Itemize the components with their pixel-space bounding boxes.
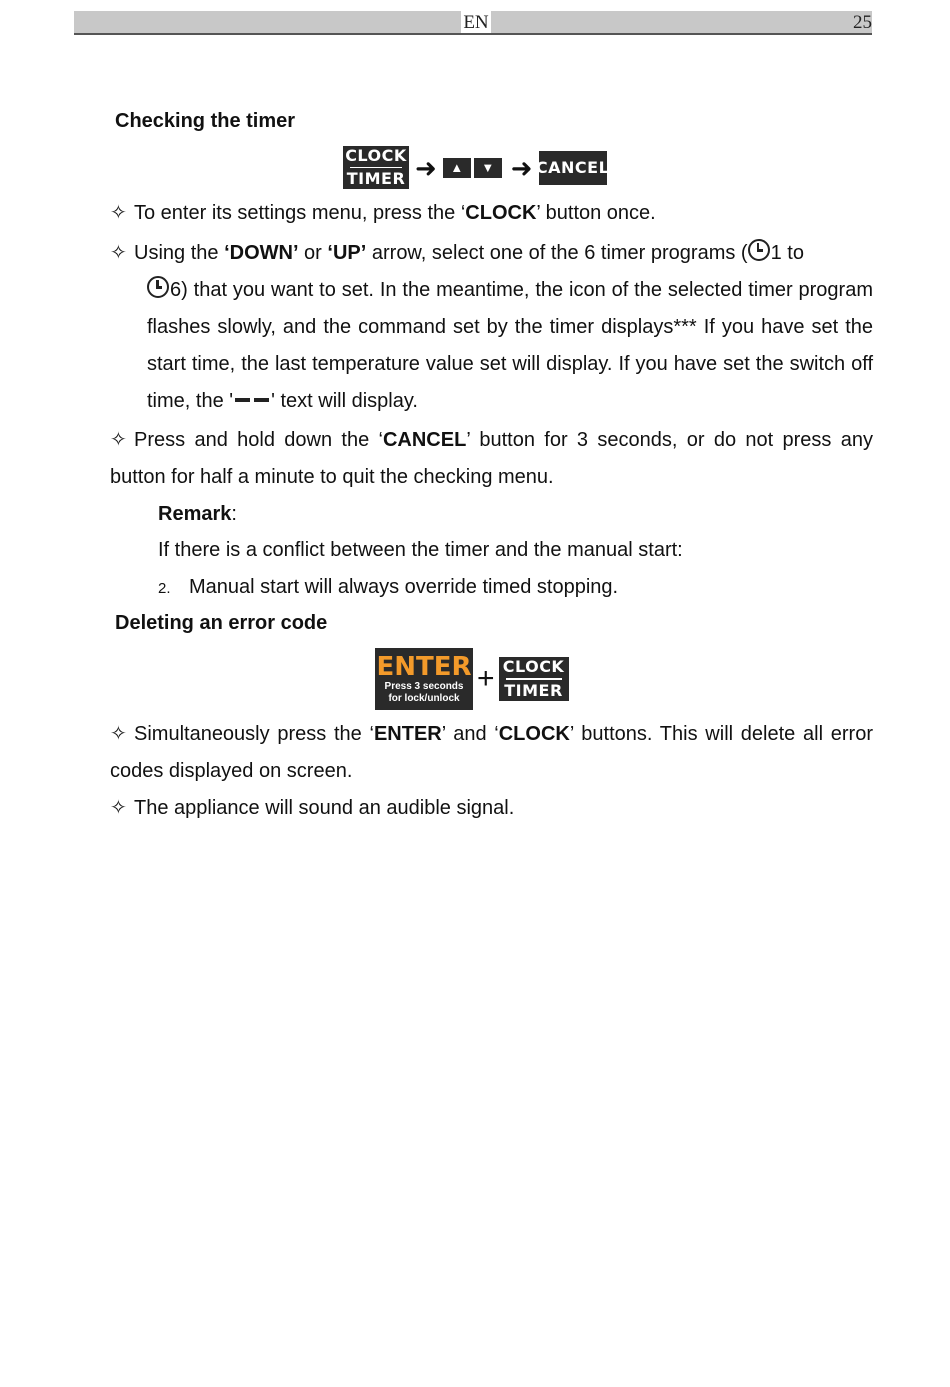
arrow-right-icon: ➜ (415, 152, 437, 183)
dash-icon (235, 398, 250, 402)
page-header (74, 11, 872, 35)
bullet-audible-signal: ✧ The appliance will sound an audible signal. (110, 790, 873, 827)
clock-icon (147, 276, 169, 298)
clock-icon (748, 239, 770, 261)
language-label: EN (461, 11, 491, 33)
bullet-icon: ✧ (110, 202, 127, 224)
down-key-icon: ▼ (474, 158, 502, 178)
bullet-icon: ✧ (110, 723, 127, 745)
clock-timer-key-icon: CLOCK TIMER (343, 146, 409, 189)
arrow-right-icon: ➜ (510, 152, 533, 183)
remark-label: Remark: (158, 503, 237, 525)
bullet-quit-checking: ✧ Press and hold down the ‘CANCEL’ button for 3 seconds, or do not press any button for half a minute to quit the checking menu. (110, 422, 873, 496)
enter-key-icon: ENTER Press 3 seconds for lock/unlock (375, 648, 473, 710)
page-number: 25 (853, 12, 872, 33)
bullet-select-timer-program: ✧ Using the ‘DOWN’ or ‘UP’ arrow, select one of the 6 timer programs ( 1 to 6) that you want to set. In the meantime, the icon of the selected timer program flashes slowly, and the command set by the timer displays*** If you have set the start time, the last temperature value set will display. If you have set the switch off time, the ' ' text will display. (110, 235, 873, 420)
delete-error-button-combo (375, 648, 569, 710)
clock-timer-key-icon: CLOCK TIMER (499, 657, 569, 701)
bullet-enter-settings: ✧ To enter its settings menu, press the ‘CLOCK’ button once. (110, 195, 873, 232)
bullet-simultaneous-press: ✧ Simultaneously press the ‘ENTER’ and ‘CLOCK’ buttons. This will delete all error codes displayed on screen. (110, 716, 873, 790)
bullet-icon: ✧ (110, 797, 127, 819)
remark-text: If there is a conflict between the timer and the manual start: (158, 539, 683, 561)
bullet-icon: ✧ (110, 429, 127, 451)
remark-list-item: 2. Manual start will always override timed stopping. (158, 576, 619, 598)
section-title-deleting-error: Deleting an error code (115, 612, 328, 634)
bullet-icon: ✧ (110, 242, 127, 264)
plus-icon: + (477, 662, 495, 695)
section-title-checking-timer: Checking the timer (115, 110, 296, 132)
checking-timer-button-sequence (343, 146, 610, 189)
up-key-icon: ▲ (443, 158, 471, 178)
cancel-key-icon: CANCEL (539, 151, 607, 185)
dash-icon (254, 398, 269, 402)
